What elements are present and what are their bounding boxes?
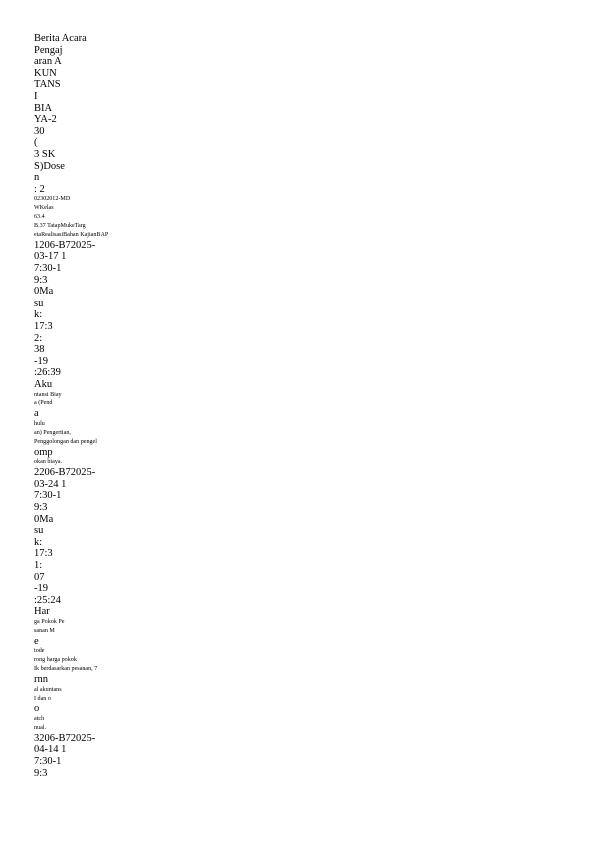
text-line: 7:30-1 bbox=[34, 263, 62, 275]
text-line: hulu bbox=[34, 420, 45, 427]
text-line: I dan o bbox=[34, 695, 51, 702]
document-page bbox=[34, 33, 574, 779]
text-line: I bbox=[34, 90, 38, 102]
text-line: 38 bbox=[34, 344, 45, 356]
text-line: 63.4 bbox=[34, 214, 45, 221]
text-line: 04-14 1 bbox=[34, 744, 67, 756]
text-line: rnn bbox=[34, 674, 48, 686]
text-line: 07 bbox=[34, 571, 45, 583]
text-line: 2: bbox=[34, 332, 43, 344]
text-line: 0Ma bbox=[34, 513, 54, 525]
text-line: WKelas bbox=[34, 205, 54, 212]
text-line: Ik berdasarkan pesanan, 7 bbox=[34, 666, 98, 673]
text-line: ( bbox=[34, 137, 38, 149]
text-line: Aku bbox=[34, 378, 53, 390]
text-line: 7:30-1 bbox=[34, 756, 62, 768]
text-line: 0Ma bbox=[34, 286, 54, 298]
text-line: ga Pokok Pe bbox=[34, 618, 65, 625]
text-line: a (Pend bbox=[34, 400, 53, 407]
text-line: aran A bbox=[34, 56, 62, 68]
text-line: 9:3 bbox=[34, 274, 48, 286]
text-line: rong harga pokok bbox=[34, 657, 77, 664]
text-line: atch bbox=[34, 716, 45, 723]
text-line: YA-2 bbox=[34, 114, 57, 126]
text-line: 1: bbox=[34, 559, 43, 571]
text-line: : 2 bbox=[34, 183, 45, 195]
text-line: TANS bbox=[34, 79, 61, 91]
text-line: omp bbox=[34, 446, 53, 458]
text-line: 17:3 bbox=[34, 548, 53, 560]
text-line: :26:39 bbox=[34, 367, 61, 379]
text-line: su bbox=[34, 297, 44, 309]
text-line: 03-17 1 bbox=[34, 251, 67, 263]
text-line: tode bbox=[34, 648, 45, 655]
text-line: 9:3 bbox=[34, 767, 48, 779]
text-line: Berita Acara bbox=[34, 33, 87, 44]
text-line: 2206-B72025- bbox=[34, 467, 96, 479]
text-line: :25:24 bbox=[34, 594, 61, 606]
text-line: 7:30-1 bbox=[34, 490, 62, 502]
text-line: okan biaya. bbox=[34, 459, 63, 466]
text-line: 3 SK bbox=[34, 148, 56, 160]
text-line: a bbox=[34, 408, 39, 420]
text-line: -19 bbox=[34, 355, 48, 367]
text-line: ntansi Biay bbox=[34, 391, 62, 398]
text-line: 30 bbox=[34, 125, 45, 137]
text-line: 3206-B72025- bbox=[34, 732, 96, 744]
text-line: 02302012-MD bbox=[34, 196, 71, 203]
text-line: k: bbox=[34, 536, 43, 548]
text-line: nual. bbox=[34, 724, 47, 731]
text-line: 17:3 bbox=[34, 321, 53, 332]
text-line: su bbox=[34, 525, 44, 537]
text-line: BIA bbox=[34, 102, 53, 114]
text-line: Pengaj bbox=[34, 44, 63, 56]
text-line: k: bbox=[34, 309, 43, 321]
text-line: Har bbox=[34, 606, 50, 618]
text-line: KUN bbox=[34, 67, 57, 79]
text-line: -19 bbox=[34, 583, 48, 595]
text-line: al akuntans bbox=[34, 686, 62, 693]
text-line: o bbox=[34, 703, 40, 715]
text-line: Penggolongan dan pengel bbox=[34, 438, 97, 445]
text-line: 9:3 bbox=[34, 501, 48, 513]
text-line: 1206-B72025- bbox=[34, 239, 96, 251]
text-line: S)Dose bbox=[34, 160, 65, 172]
text-line: sanan M bbox=[34, 627, 55, 634]
text-line: 03-24 1 bbox=[34, 478, 67, 490]
text-line: B.37 TatapMukeTarg bbox=[34, 223, 86, 230]
text-line: n bbox=[34, 172, 40, 184]
text-line: etaRealisasiBahan KajianBAP bbox=[34, 231, 109, 238]
text-line: an) Pengertian, bbox=[34, 429, 71, 436]
text-line: e bbox=[34, 635, 39, 647]
